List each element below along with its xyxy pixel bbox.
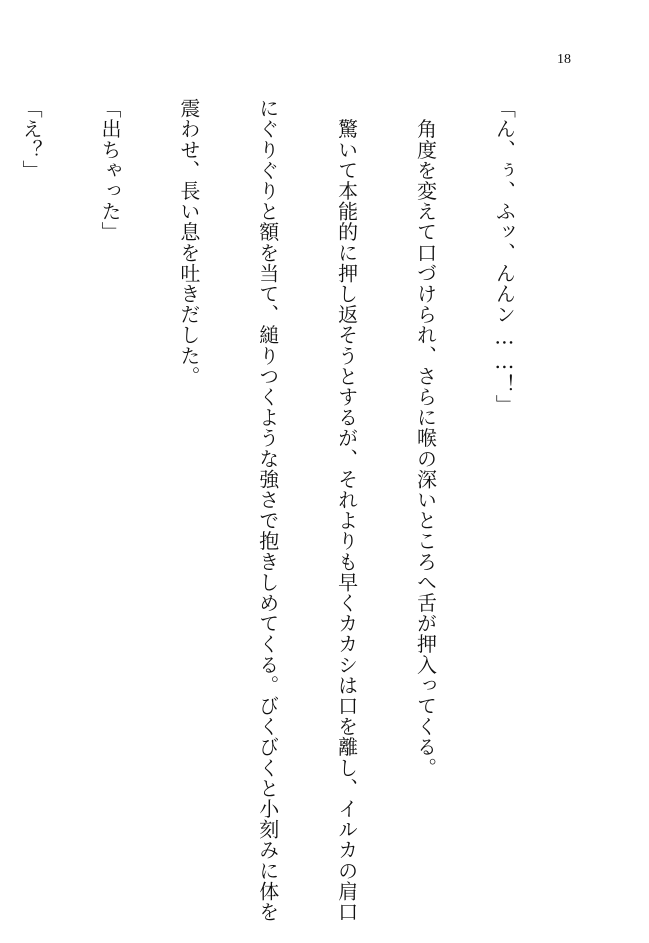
vertical-text-body xyxy=(19,98,570,922)
text-line: 驚いて本能的に押し返そうとするが、それよりも早くカカシは口を離し、イルカの肩口 xyxy=(334,98,359,922)
text-line: 角度を変えて口づけられ、さらに喉の深いところへ舌が押入ってくる。 xyxy=(413,98,438,778)
text-line: 「ん、ぅ、ふッ、んんン……！」 xyxy=(492,98,517,415)
text-line: にぐりぐりと額を当て、縋りつくような強さで抱きしめてくる。びくびくと小刻みに体を xyxy=(255,98,280,922)
page-number: 18 xyxy=(557,52,571,67)
text-line: 「え？」 xyxy=(19,98,44,181)
text-line: 震わせ、長い息を吐きだした。 xyxy=(176,98,201,387)
text-line: 「出ちゃった」 xyxy=(97,98,122,243)
